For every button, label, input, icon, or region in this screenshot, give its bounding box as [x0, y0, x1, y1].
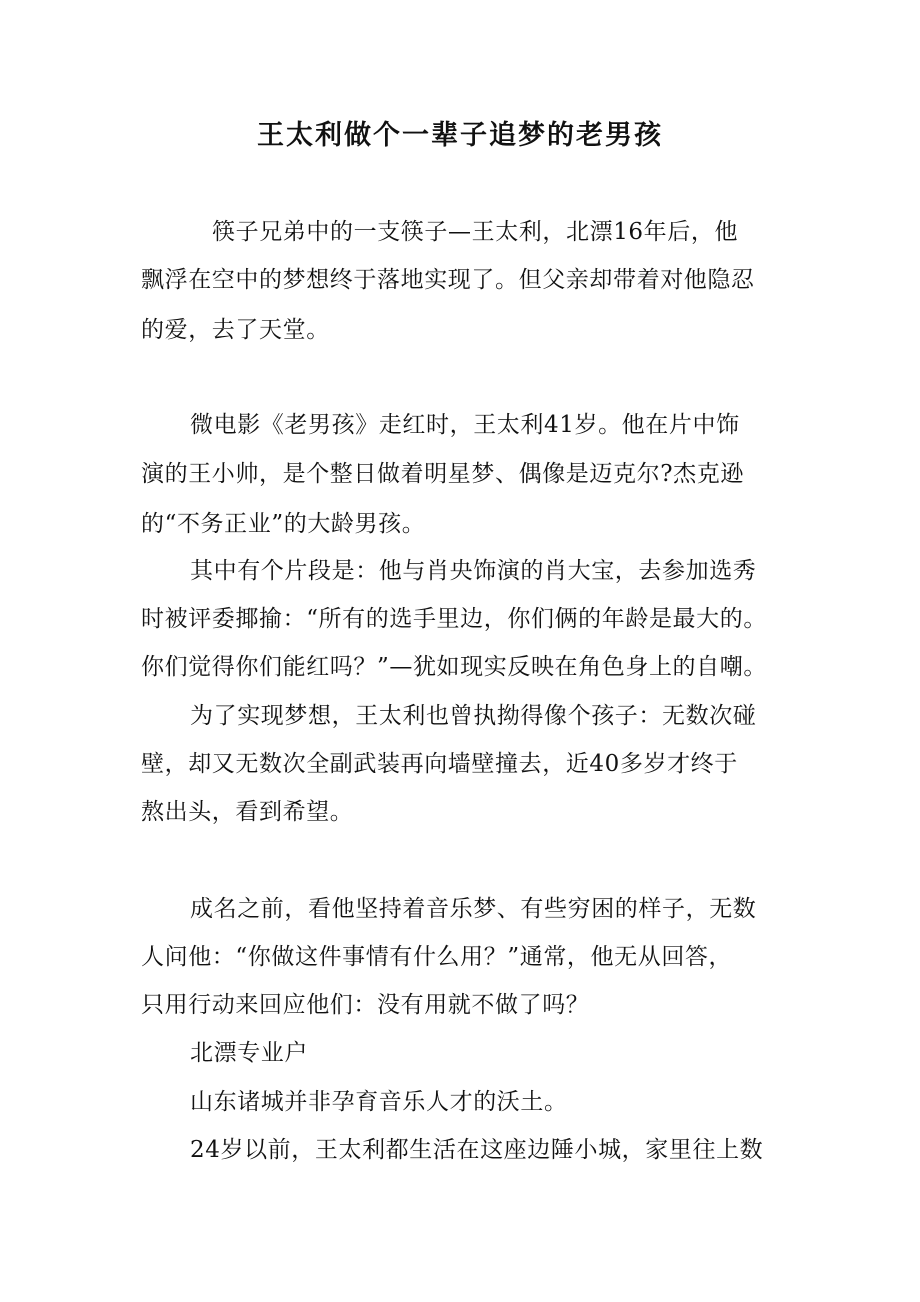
- paragraph-line: 的爱，去了天堂。: [141, 317, 330, 343]
- paragraph-line: 的“不务正业”的大龄男孩。: [141, 511, 426, 537]
- paragraph-line: 时被评委揶揄：“所有的选手里边，你们俩的年龄是最大的。: [141, 606, 767, 632]
- paragraph-line: 熬出头，看到希望。: [141, 799, 354, 825]
- paragraph-line: 成名之前，看他坚持着音乐梦、有些穷困的样子，无数: [190, 896, 757, 922]
- paragraph-line: 微电影《老男孩》走红时，王太利41岁。他在片中饰: [190, 412, 740, 438]
- paragraph-line: 为了实现梦想，王太利也曾执拗得像个孩子：无数次碰: [190, 703, 757, 729]
- paragraph-line: 壁，却又无数次全副武装再向墙壁撞去，近40多岁才终于: [141, 751, 738, 777]
- paragraph-line: 只用行动来回应他们：没有用就不做了吗？: [141, 992, 590, 1018]
- paragraph-line: 人问他：“你做这件事情有什么用？”通常，他无从回答，: [141, 944, 733, 970]
- paragraph-line: 飘浮在空中的梦想终于落地实现了。但父亲却带着对他隐忍: [141, 267, 755, 293]
- paragraph-line: 其中有个片段是：他与肖央饰演的肖大宝，去参加选秀: [190, 558, 757, 584]
- document-title: 王太利做个一辈子追梦的老男孩: [257, 120, 663, 151]
- paragraph-line: 筷子兄弟中的一支筷子—王太利，北漂16年后，他: [212, 219, 739, 245]
- paragraph-line: 演的王小帅，是个整日做着明星梦、偶像是迈克尔?杰克逊: [141, 461, 744, 487]
- paragraph-line: 24岁以前，王太利都生活在这座边陲小城，家里往上数: [190, 1137, 764, 1163]
- paragraph-line: 山东诸城并非孕育音乐人才的沃土。: [190, 1089, 568, 1115]
- section-heading: 北漂专业户: [190, 1040, 308, 1066]
- paragraph-line: 你们觉得你们能红吗？”—犹如现实反映在角色身上的自嘲。: [141, 654, 767, 680]
